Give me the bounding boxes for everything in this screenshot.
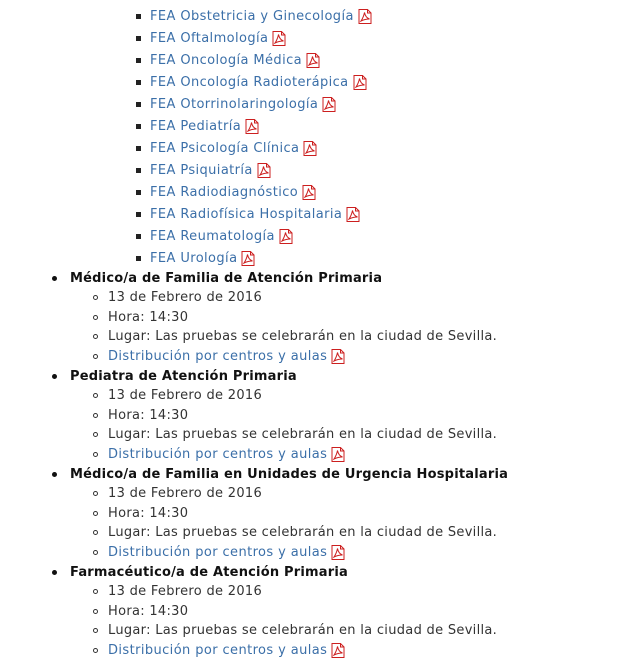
exam-date: 13 de Febrero de 2016 xyxy=(108,584,263,600)
bullet xyxy=(93,393,98,398)
pdf-icon[interactable] xyxy=(322,97,336,112)
exam-place: Lugar: Las pruebas se celebrarán en la ciudad de Sevilla. xyxy=(108,329,498,345)
bullet xyxy=(93,511,98,516)
list-item xyxy=(136,159,271,181)
bullet xyxy=(93,628,98,633)
bullet xyxy=(93,530,98,535)
exam-section xyxy=(52,464,508,562)
place-row xyxy=(93,621,497,641)
bullet xyxy=(93,452,98,457)
distribution-link[interactable]: Distribución por centros y aulas xyxy=(108,642,328,658)
pdf-icon[interactable] xyxy=(272,31,286,46)
list-item xyxy=(136,5,372,27)
section-title-row xyxy=(52,464,508,484)
pdf-icon[interactable] xyxy=(331,349,345,364)
distribution-link[interactable]: Distribución por centros y aulas xyxy=(108,348,328,364)
specialty-link[interactable]: FEA Psicología Clínica xyxy=(150,140,300,156)
specialty-link[interactable]: FEA Oncología Médica xyxy=(150,52,303,68)
place-row xyxy=(93,327,497,347)
bullet xyxy=(93,648,98,653)
bullet xyxy=(93,295,98,300)
bullet xyxy=(136,102,141,107)
exam-time: Hora: 14:30 xyxy=(108,505,189,521)
bullet xyxy=(93,491,98,496)
bullet xyxy=(136,212,141,217)
exam-time: Hora: 14:30 xyxy=(108,407,189,423)
bullet xyxy=(52,570,57,575)
exam-section xyxy=(52,562,497,660)
bullet xyxy=(136,124,141,129)
distribution-row xyxy=(93,641,497,661)
section-title: Médico/a de Familia en Unidades de Urgencia Hospitalaria xyxy=(70,466,509,482)
list-item xyxy=(136,49,320,71)
exam-date: 13 de Febrero de 2016 xyxy=(108,486,263,502)
pdf-icon[interactable] xyxy=(331,447,345,462)
bullet xyxy=(93,315,98,320)
section-title-row xyxy=(52,366,497,386)
list-item xyxy=(136,181,316,203)
exam-time: Hora: 14:30 xyxy=(108,309,189,325)
exam-date: 13 de Febrero de 2016 xyxy=(108,388,263,404)
specialty-link[interactable]: FEA Obstetricia y Ginecología xyxy=(150,8,354,24)
bullet xyxy=(136,80,141,85)
date-row xyxy=(93,484,508,504)
bullet xyxy=(93,354,98,359)
bullet xyxy=(136,14,141,19)
section-title-row xyxy=(52,268,497,288)
specialty-link[interactable]: FEA Urología xyxy=(150,250,238,266)
bullet xyxy=(52,374,57,379)
time-row xyxy=(93,602,497,622)
time-row xyxy=(93,308,497,328)
pdf-icon[interactable] xyxy=(279,229,293,244)
specialty-link[interactable]: FEA Psiquiatría xyxy=(150,162,253,178)
date-row xyxy=(93,386,497,406)
pdf-icon[interactable] xyxy=(331,545,345,560)
specialty-link[interactable]: FEA Otorrinolaringología xyxy=(150,96,319,112)
exam-section xyxy=(52,366,497,464)
list-item xyxy=(136,137,317,159)
specialty-link[interactable]: FEA Pediatría xyxy=(150,118,242,134)
distribution-row xyxy=(93,543,508,563)
bullet xyxy=(93,413,98,418)
specialty-link[interactable]: FEA Oncología Radioterápica xyxy=(150,74,349,90)
pdf-icon[interactable] xyxy=(302,185,316,200)
bullet xyxy=(93,432,98,437)
bullet xyxy=(136,190,141,195)
place-row xyxy=(93,425,497,445)
bullet xyxy=(93,589,98,594)
pdf-icon[interactable] xyxy=(358,9,372,24)
exam-place: Lugar: Las pruebas se celebrarán en la ciudad de Sevilla. xyxy=(108,623,498,639)
distribution-link[interactable]: Distribución por centros y aulas xyxy=(108,446,328,462)
pdf-icon[interactable] xyxy=(331,643,345,658)
time-row xyxy=(93,504,508,524)
specialty-link[interactable]: FEA Oftalmología xyxy=(150,30,269,46)
pdf-icon[interactable] xyxy=(245,119,259,134)
pdf-icon[interactable] xyxy=(303,141,317,156)
pdf-icon[interactable] xyxy=(241,251,255,266)
bullet xyxy=(93,550,98,555)
exam-section xyxy=(52,268,497,366)
bullet xyxy=(136,58,141,63)
bullet xyxy=(136,146,141,151)
pdf-icon[interactable] xyxy=(353,75,367,90)
bullet xyxy=(136,256,141,261)
pdf-icon[interactable] xyxy=(257,163,271,178)
list-item xyxy=(136,225,293,247)
pdf-icon[interactable] xyxy=(346,207,360,222)
list-item xyxy=(136,27,286,49)
bullet xyxy=(136,36,141,41)
specialty-link[interactable]: FEA Radiofísica Hospitalaria xyxy=(150,206,343,222)
list-item xyxy=(136,93,336,115)
date-row xyxy=(93,582,497,602)
bullet xyxy=(52,276,57,281)
specialty-link[interactable]: FEA Reumatología xyxy=(150,228,275,244)
section-title: Pediatra de Atención Primaria xyxy=(70,368,297,384)
date-row xyxy=(93,288,497,308)
specialty-link[interactable]: FEA Radiodiagnóstico xyxy=(150,184,299,200)
place-row xyxy=(93,523,508,543)
list-item xyxy=(136,203,360,225)
bullet xyxy=(93,334,98,339)
distribution-row xyxy=(93,445,497,465)
exam-place: Lugar: Las pruebas se celebrarán en la ciudad de Sevilla. xyxy=(108,525,498,541)
bullet xyxy=(93,609,98,614)
bullet xyxy=(136,168,141,173)
distribution-row xyxy=(93,347,497,367)
section-title: Médico/a de Familia de Atención Primaria xyxy=(70,270,383,286)
section-title: Farmacéutico/a de Atención Primaria xyxy=(70,564,348,580)
exam-place: Lugar: Las pruebas se celebrarán en la ciudad de Sevilla. xyxy=(108,427,498,443)
bullet xyxy=(52,472,57,477)
distribution-link[interactable]: Distribución por centros y aulas xyxy=(108,544,328,560)
exam-time: Hora: 14:30 xyxy=(108,603,189,619)
bullet xyxy=(136,234,141,239)
list-item xyxy=(136,247,255,269)
section-title-row xyxy=(52,562,497,582)
time-row xyxy=(93,406,497,426)
list-item xyxy=(136,115,259,137)
list-item xyxy=(136,71,367,93)
pdf-icon[interactable] xyxy=(306,53,320,68)
exam-date: 13 de Febrero de 2016 xyxy=(108,290,263,306)
